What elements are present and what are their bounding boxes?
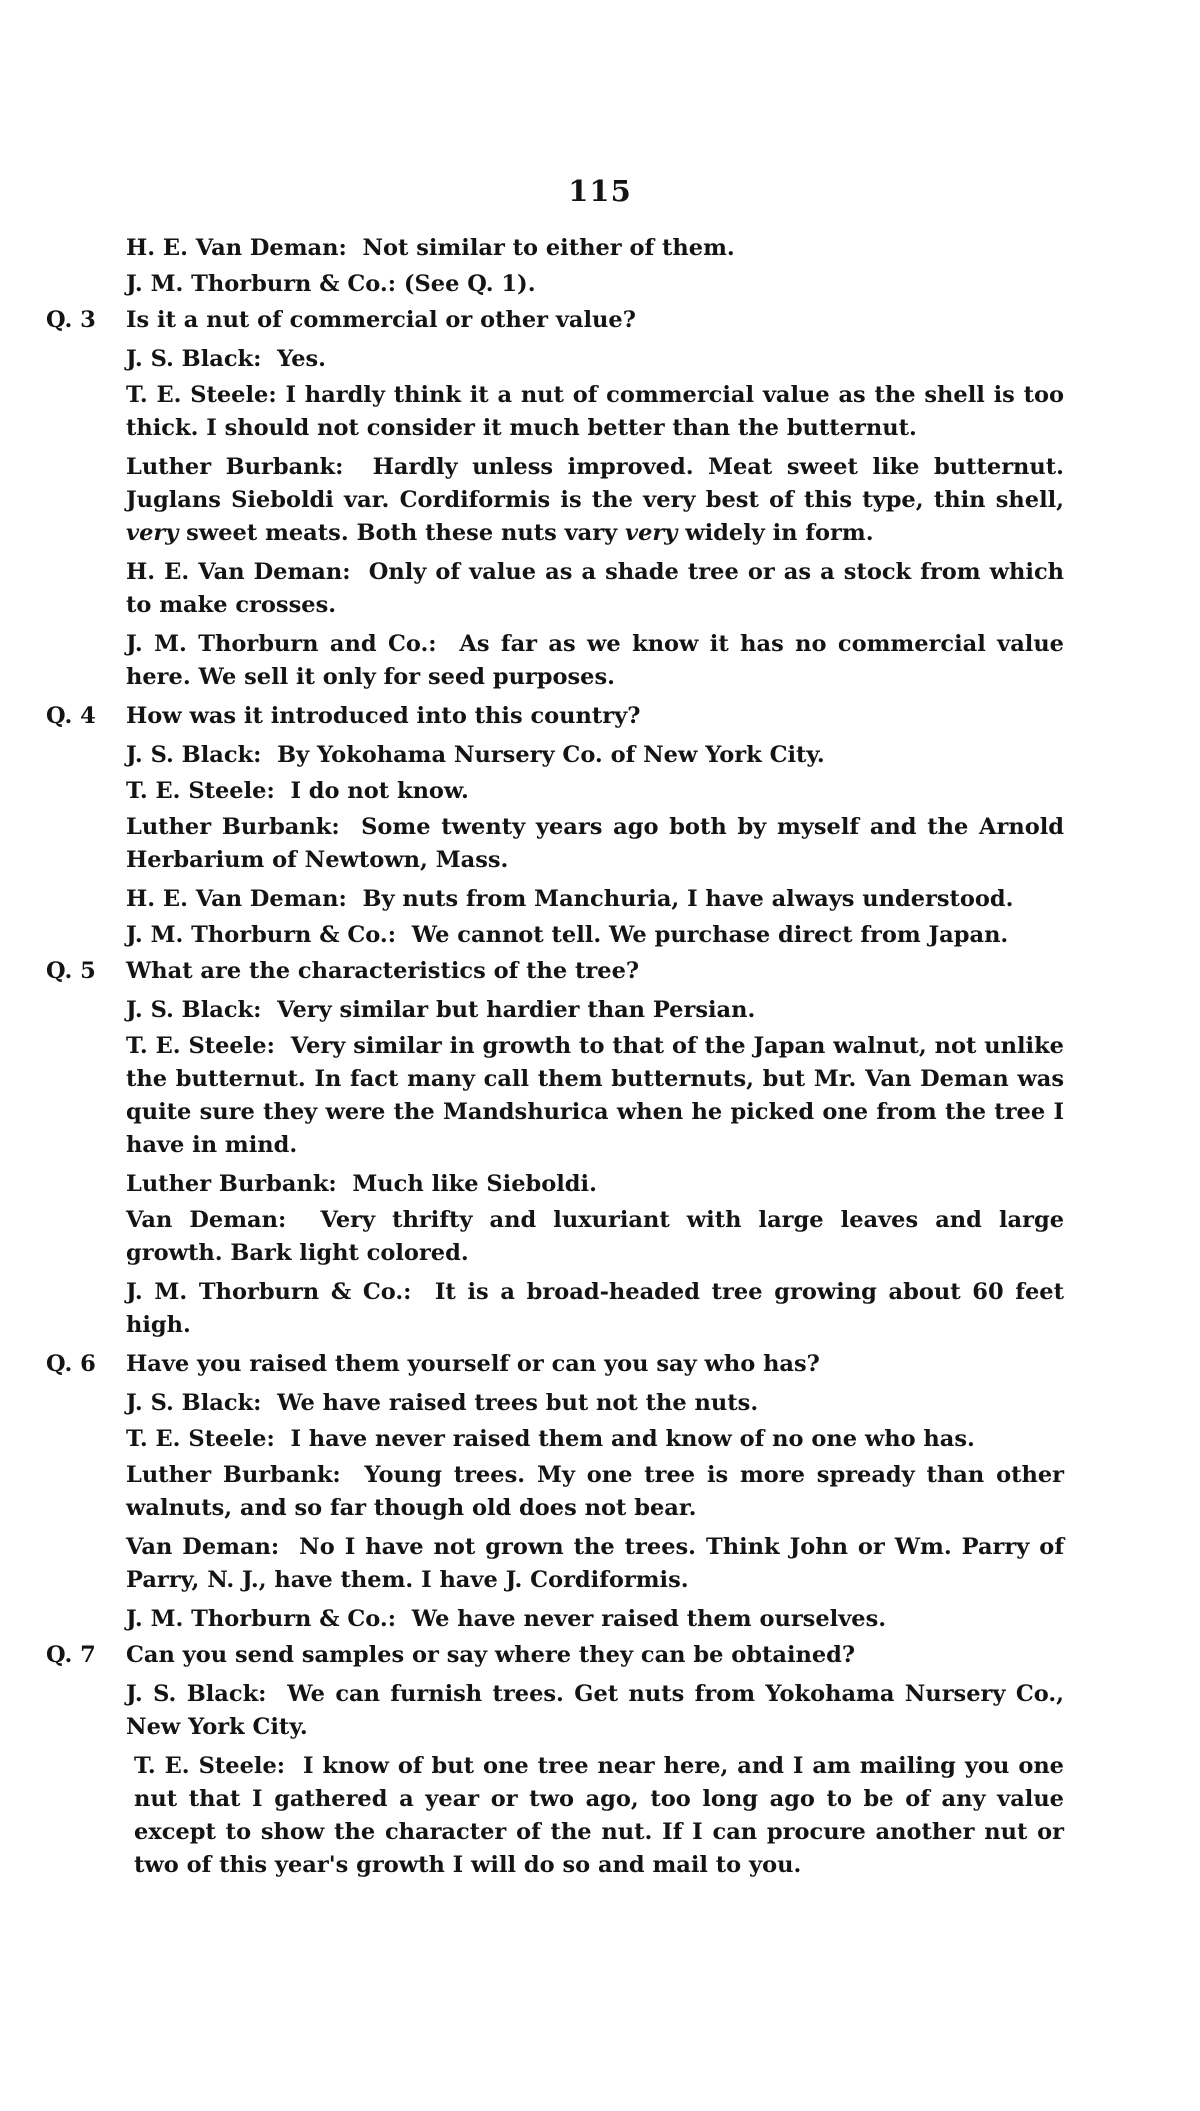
answer-burbank-q6 [126, 1459, 1064, 1525]
answer-thorburn-q2 [126, 268, 1064, 301]
answer-text: Not similar to either of them. [362, 235, 735, 261]
answer-van-deman-q5 [126, 1204, 1064, 1270]
question-text: Is it a nut of commercial or other value? [126, 307, 636, 333]
speaker: Luther Burbank: [126, 814, 340, 840]
speaker: Luther Burbank: [126, 1171, 337, 1197]
speaker: T. E. Steele: [126, 1426, 275, 1452]
question-number: Q. 5 [46, 958, 96, 984]
speaker: J. M. Thorburn & Co.: [126, 271, 397, 297]
answer-text: I do not know. [290, 778, 469, 804]
speaker: T. E. Steele: [134, 1753, 286, 1779]
answer-text: We have never raised them ourselves. [411, 1606, 887, 1632]
answer-thorburn-q3 [126, 628, 1064, 694]
question-5 [46, 955, 1064, 988]
answer-burbank-q4 [126, 811, 1064, 877]
speaker: J. S. Black: [126, 1681, 267, 1707]
speaker: T. E. Steele: [126, 382, 277, 408]
answer-black-q3 [126, 343, 1064, 376]
speaker: H. E. Van Deman: [126, 886, 347, 912]
answer-text: Hardly unless improved. Meat sweet like butternut. Juglans Sieboldi var. Cordiformis is the very best of this type, thin shell, [126, 454, 1064, 513]
answer-text: It is a broad-headed tree growing about 60 feet high. [126, 1279, 1065, 1338]
question-number: Q. 3 [46, 307, 96, 333]
speaker: J. M. Thorburn & Co.: [126, 1279, 412, 1305]
question-text: What are the characteristics of the tree? [126, 958, 640, 984]
question-number: Q. 6 [46, 1351, 96, 1377]
answer-text: No I have not grown the trees. Think John or Wm. Parry of Parry, N. J., have them. I have J. Cordiformis. [126, 1534, 1064, 1593]
answer-text: (See Q. 1). [403, 271, 536, 297]
answer-steele-q3 [126, 379, 1064, 445]
speaker: Luther Burbank: [126, 1462, 341, 1488]
answer-van-deman-q6 [126, 1531, 1064, 1597]
answer-text: Some twenty years ago both by myself and the Arnold Herbarium of Newtown, Mass. [126, 814, 1065, 873]
speaker: Van Deman: [126, 1534, 280, 1560]
answer-burbank-q5 [126, 1168, 1064, 1201]
answer-thorburn-q6 [126, 1603, 1064, 1636]
question-text: Have you raised them yourself or can you say who has? [126, 1351, 820, 1377]
answer-burbank-q3 [126, 451, 1064, 550]
question-4 [46, 700, 1064, 733]
question-text: Can you send samples or say where they can be obtained? [126, 1642, 856, 1668]
emphasis-text: very [126, 520, 179, 546]
answer-text: Very similar in growth to that of the Japan walnut, not unlike the butternut. In fact many call them butternuts, but Mr. Van Deman was quite sure they were the Mandshurica when he picked one from the tree I have in mind. [126, 1033, 1064, 1158]
speaker: J. S. Black: [126, 1390, 262, 1416]
speaker: T. E. Steele: [126, 1033, 275, 1059]
speaker: Van Deman: [126, 1207, 287, 1233]
answer-text: Only of value as a shade tree or as a stock from which to make crosses. [126, 559, 1065, 618]
speaker: H. E. Van Deman: [126, 235, 347, 261]
page-number [0, 174, 1200, 208]
question-3 [46, 304, 1064, 337]
answer-steele-q7 [126, 1750, 1064, 1882]
answer-text: We can furnish trees. Get nuts from Yokohama Nursery Co., New York City. [126, 1681, 1065, 1740]
answer-black-q4 [126, 739, 1064, 772]
answer-text: Very thrifty and luxuriant with large leaves and large growth. Bark light colored. [126, 1207, 1065, 1266]
speaker: J. M. Thorburn and Co.: [126, 631, 437, 657]
speaker: T. E. Steele: [126, 778, 275, 804]
answer-steele-q6 [126, 1423, 1064, 1456]
answer-text: As far as we know it has no commercial value here. We sell it only for seed purposes. [126, 631, 1064, 690]
answer-black-q5 [126, 994, 1064, 1027]
speaker: Luther Burbank: [126, 454, 344, 480]
answer-text: By nuts from Manchuria, I have always understood. [362, 886, 1014, 912]
question-number: Q. 7 [46, 1642, 96, 1668]
speaker: J. S. Black: [126, 346, 262, 372]
answer-steele-q5 [126, 1030, 1064, 1162]
answer-thorburn-q5 [126, 1276, 1064, 1342]
speaker: H. E. Van Deman: [126, 559, 351, 585]
answer-steele-q4 [126, 775, 1064, 808]
speaker: J. S. Black: [126, 742, 262, 768]
answer-text: Very similar but hardier than Persian. [277, 997, 756, 1023]
page-body [46, 232, 1065, 1888]
emphasis-text: very [625, 520, 678, 546]
answer-text: I have never raised them and know of no one who has. [290, 1426, 975, 1452]
speaker: J. M. Thorburn & Co.: [126, 922, 397, 948]
question-text: How was it introduced into this country? [126, 703, 641, 729]
answer-text: We have raised trees but not the nuts. [277, 1390, 759, 1416]
page-number-text: 115 [568, 174, 632, 208]
answer-text: Much like Sieboldi. [352, 1171, 597, 1197]
answer-text: sweet meats. Both these nuts vary [186, 520, 618, 546]
answer-text: Young trees. My one tree is more spready than other walnuts, and so far though old does not bear. [126, 1462, 1064, 1521]
answer-text: Yes. [277, 346, 327, 372]
answer-black-q7 [126, 1678, 1064, 1744]
answer-van-deman-q4 [126, 883, 1064, 916]
answer-text: By Yokohama Nursery Co. of New York City. [277, 742, 825, 768]
speaker: J. S. Black: [126, 997, 262, 1023]
answer-text: We cannot tell. We purchase direct from Japan. [411, 922, 1009, 948]
answer-black-q6 [126, 1387, 1064, 1420]
answer-text: I know of but one tree near here, and I am mailing you one nut that I gathered a year or two ago, too long ago to be of any value except to show the character of the nut. If I can procure another nut or two of this year's growth I will do so and mail to you. [134, 1753, 1064, 1878]
speaker: J. M. Thorburn & Co.: [126, 1606, 397, 1632]
answer-text: widely in form. [685, 520, 874, 546]
answer-van-deman-q3 [126, 556, 1064, 622]
question-number: Q. 4 [46, 703, 96, 729]
answer-thorburn-q4 [126, 919, 1064, 952]
question-6 [46, 1348, 1064, 1381]
answer-van-deman-q2 [126, 232, 1064, 265]
question-7 [46, 1639, 1064, 1672]
answer-text: I hardly think it a nut of commercial value as the shell is too thick. I should not consider it much better than the butternut. [126, 382, 1064, 441]
